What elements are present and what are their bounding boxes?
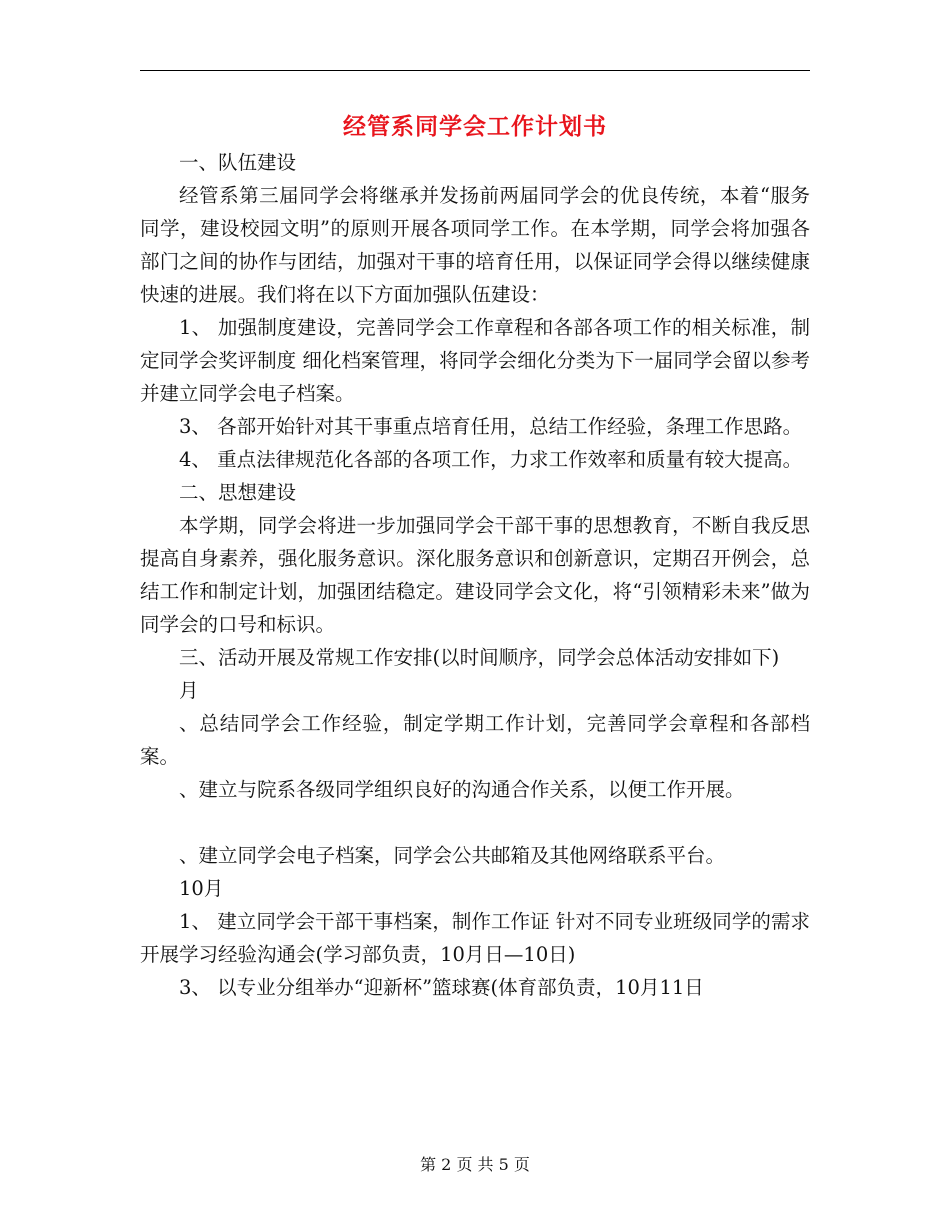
section-heading: 一、队伍建设	[179, 151, 297, 174]
section-heading: 三、活动开展及常规工作安排(以时间顺序，同学会总体活动安排如下)	[179, 646, 780, 669]
list-item: 、建立与院系各级同学组织良好的沟通合作关系，以便工作开展。	[179, 778, 745, 801]
section-heading: 二、思想建设	[179, 481, 297, 504]
month-label: 月	[179, 679, 199, 702]
list-item: 、建立同学会电子档案，同学会公共邮箱及其他网络联系平台。	[179, 844, 726, 867]
month-label: 10月	[179, 877, 224, 900]
body-paragraph: 经管系第三届同学会将继承并发扬前两届同学会的优良传统，本着“服务同学，建设校园文明”的原则开展各项同学工作。在本学期，同学会将加强各部门之间的协作与团结，加强对干事的培育任用，以保证同学会得以继续健康快速的进展。我们将在以下方面加强队伍建设：	[140, 184, 810, 306]
list-item: 、总结同学会工作经验，制定学期工作计划，完善同学会章程和各部档案。	[140, 712, 810, 768]
header-rule	[140, 70, 810, 71]
list-item: 1、 建立同学会干部干事档案，制作工作证 针对不同专业班级同学的需求开展学习经验沟通会(学习部负责，10月日—10日)	[140, 910, 810, 966]
list-item: 1、 加强制度建设，完善同学会工作章程和各部各项工作的相关标准，制定同学会奖评制度 细化档案管理，将同学会细化分类为下一届同学会留以参考并建立同学会电子档案。	[140, 316, 810, 405]
list-item: 3、 各部开始针对其干事重点培育任用，总结工作经验，条理工作思路。	[179, 415, 803, 438]
document-title: 经管系同学会工作计划书	[343, 113, 607, 140]
document-body	[140, 146, 810, 1004]
blank-line	[140, 806, 810, 839]
list-item: 4、 重点法律规范化各部的各项工作，力求工作效率和质量有较大提高。	[179, 448, 803, 471]
list-item: 3、 以专业分组举办“迎新杯”篮球赛(体育部负责，10月11日	[179, 976, 704, 999]
body-paragraph: 本学期，同学会将进一步加强同学会干部干事的思想教育，不断自我反思提高自身素养，强化服务意识。深化服务意识和创新意识，定期召开例会，总结工作和制定计划，加强团结稳定。建设同学会文化，将“引领精彩未来”做为同学会的口号和标识。	[140, 514, 810, 636]
page-number: 第 2 页 共 5 页	[420, 1155, 530, 1174]
